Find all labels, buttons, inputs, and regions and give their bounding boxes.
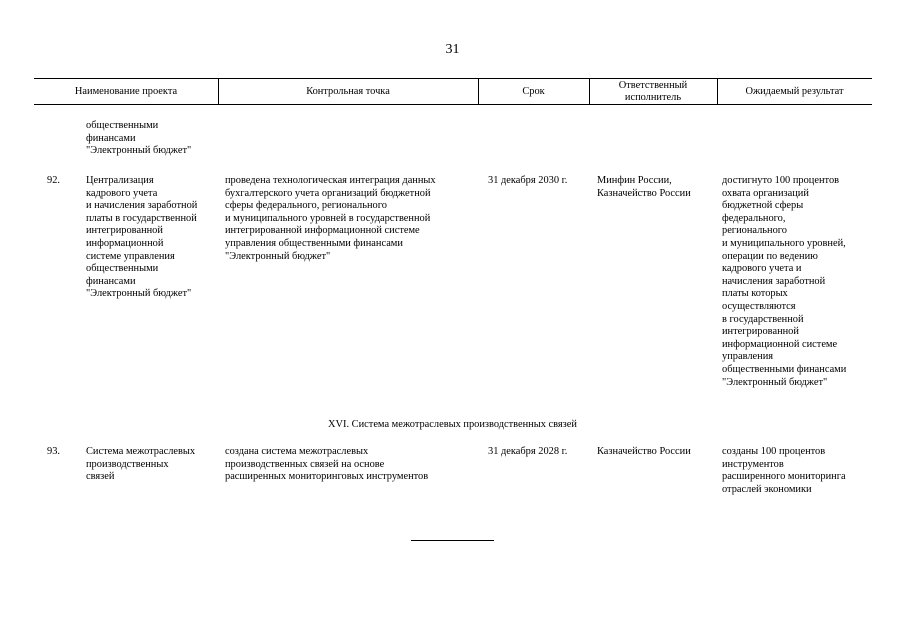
- row-responsible: Казначейство России: [597, 446, 691, 457]
- column-header-checkpoint: Контрольная точка: [306, 85, 390, 97]
- row-number: 92.: [47, 175, 60, 186]
- row-project: Система межотраслевых производственных связей: [86, 446, 196, 483]
- column-header-result: Ожидаемый результат: [745, 85, 844, 97]
- row-project: Централизация кадрового учета и начисления заработной платы в государственной интегрированной информационной системе управления общественными финансами "Электронный бюджет": [86, 175, 198, 300]
- section-heading: XVI. Система межотраслевых производственных связей: [328, 419, 577, 430]
- column-header-deadline: Срок: [522, 85, 545, 97]
- row-deadline: 31 декабря 2030 г.: [488, 175, 568, 186]
- continuation-project-text: общественными финансами "Электронный бюджет": [86, 120, 192, 157]
- row-number: 93.: [47, 446, 60, 457]
- row-result: созданы 100 процентов инструментов расширенного мониторинга отраслей экономики: [722, 446, 846, 495]
- column-header-project: Наименование проекта: [74, 85, 178, 97]
- row-checkpoint: создана система межотраслевых производственных связей на основе расширенных мониторинговых инструментов: [225, 446, 429, 483]
- column-header-responsible: Ответственный исполнитель: [618, 80, 688, 103]
- row-deadline: 31 декабря 2028 г.: [488, 446, 568, 457]
- page-number: 31: [445, 42, 460, 57]
- footer-separator-line: [411, 540, 494, 541]
- row-result: достигнуто 100 процентов охвата организаций бюджетной сферы федерального, регионального и муниципального уровней, операции по ведению кадрового учета и начисления заработной платы которых осуществляются в государственной интегрированной информационной системе управления общественными финансами "Электронный бюджет": [722, 175, 847, 388]
- row-responsible: Минфин России, Казначейство России: [597, 175, 691, 199]
- row-checkpoint: проведена технологическая интеграция данных бухгалтерского учета организаций бюджетной сферы федерального, регионального и муниципального уровней в государственной интегрированной информационной системе управления общественными финансами "Электронный бюджет": [225, 175, 436, 262]
